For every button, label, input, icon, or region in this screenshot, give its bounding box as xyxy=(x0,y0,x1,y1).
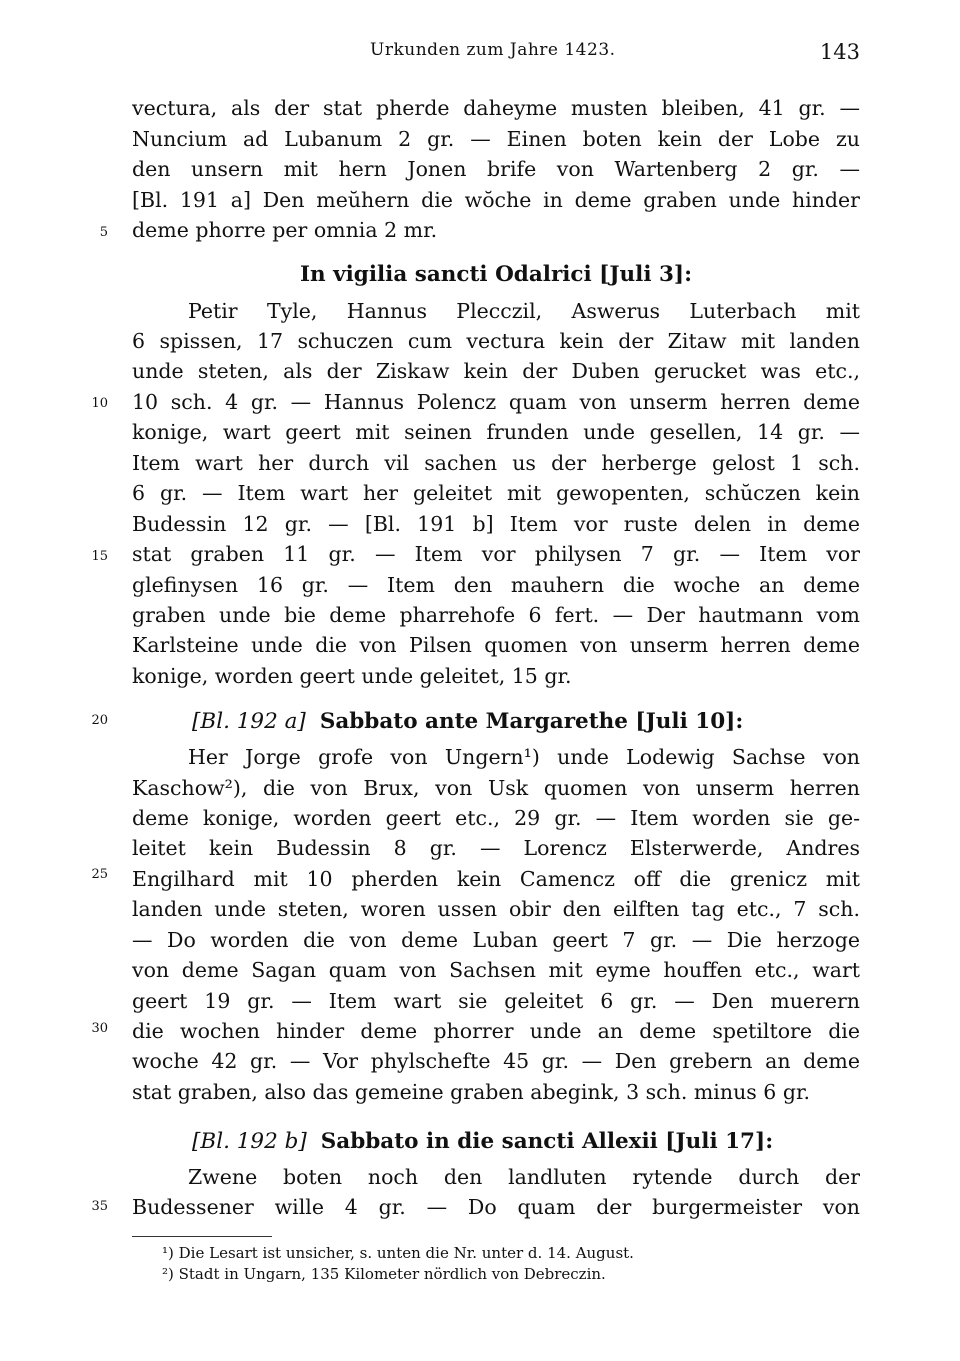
text-line: leitet kein Budessin 8 gr. — Lorencz Elsterwerde, Andres xyxy=(132,836,860,860)
line-number: 20 xyxy=(91,713,108,728)
text-line: 6 spissen, 17 schuczen cum vectura kein der Zitaw mit landen xyxy=(132,329,860,353)
section-title: Sabbato ante Margarethe [Juli 10]: xyxy=(319,709,744,734)
text-line: graben unde bie deme pharrehofe 6 fert. — Der hautmann vom xyxy=(132,603,860,627)
text-line: [Bl. 191 a] Den meŭhern die wŏche in deme graben unde hinder xyxy=(132,188,860,212)
text-line: geert 19 gr. — Item wart sie geleitet 6 gr. — Den muerern xyxy=(132,989,860,1013)
section-heading xyxy=(192,1128,892,1158)
line-number: 15 xyxy=(91,549,108,564)
text-line: glefinysen 16 gr. — Item den mauhern die woche an deme xyxy=(132,573,860,597)
line-number: 5 xyxy=(99,225,108,240)
text-line: konige, worden geert unde geleitet, 15 gr. xyxy=(132,664,572,688)
text-line: von deme Sagan quam von Sachsen mit eyme houffen etc., wart xyxy=(132,958,860,982)
text-line: die wochen hinder deme phorrer unde an deme spetiltore die xyxy=(132,1019,860,1043)
text-line: Kaschow²), die von Brux, von Usk quomen von unserm herren xyxy=(132,776,860,800)
text-line: woche 42 gr. — Vor phylschefte 45 gr. — Den grebern an deme xyxy=(132,1049,860,1073)
text-line: den unsern mit hern Jonen brife von Wartenberg 2 gr. — xyxy=(132,157,860,181)
footnote: ¹) Die Lesart ist unsicher, s. unten die Nr. unter d. 14. August. xyxy=(162,1244,634,1262)
text-line: Karlsteine unde die von Pilsen quomen von unserm herren deme xyxy=(132,633,860,657)
text-line: 10 sch. 4 gr. — Hannus Polencz quam von unserm herren deme xyxy=(132,390,860,414)
line-number: 30 xyxy=(91,1021,108,1036)
section-title: Sabbato in die sancti Allexii [Juli 17]: xyxy=(320,1129,774,1154)
folio-reference: [Bl. 192 a] xyxy=(192,709,306,734)
running-head: Urkunden zum Jahre 1423. xyxy=(370,40,616,60)
line-number: 35 xyxy=(91,1199,108,1214)
section-heading xyxy=(192,708,892,738)
text-line: Nuncium ad Lubanum 2 gr. — Einen boten kein der Lobe zu xyxy=(132,127,860,151)
text-line: Petir Tyle, Hannus Plecczil, Aswerus Luterbach mit xyxy=(188,299,860,323)
page-number: 143 xyxy=(819,40,860,64)
text-line: unde steten, als der Ziskaw kein der Duben gerucket was etc., xyxy=(132,359,860,383)
text-line: stat graben, also das gemeine graben abegink, 3 sch. minus 6 gr. xyxy=(132,1080,811,1104)
text-line: Zwene boten noch den landluten rytende durch der xyxy=(188,1165,860,1189)
folio-reference: [Bl. 192 b] xyxy=(192,1129,307,1154)
text-line: deme phorre per omnia 2 mr. xyxy=(132,218,438,242)
text-line: landen unde steten, woren ussen obir den eilften tag etc., 7 sch. xyxy=(132,897,860,921)
text-line: — Do worden die von deme Luban geert 7 gr. — Die herzoge xyxy=(132,928,860,952)
line-number: 10 xyxy=(91,396,108,411)
text-line: Item wart her durch vil sachen us der herberge gelost 1 sch. xyxy=(132,451,860,475)
text-line: stat graben 11 gr. — Item vor philysen 7 gr. — Item vor xyxy=(132,542,860,566)
text-line: Budessin 12 gr. — [Bl. 191 b] Item vor ruste delen in deme xyxy=(132,512,860,536)
text-line: Her Jorge grofe von Ungern¹) unde Lodewig Sachse von xyxy=(188,745,860,769)
text-line: deme konige, worden geert etc., 29 gr. — Item worden sie ge- xyxy=(132,806,860,830)
text-line: Engilhard mit 10 pherden kein Camencz off die grenicz mit xyxy=(132,867,860,891)
footnote-rule xyxy=(132,1236,272,1237)
text-line: Budessener wille 4 gr. — Do quam der burgermeister von xyxy=(132,1195,860,1219)
section-heading: In vigilia sancti Odalrici [Juli 3]: xyxy=(299,262,693,287)
line-number: 25 xyxy=(91,867,108,882)
text-line: 6 gr. — Item wart her geleitet mit gewopenten, schŭczen kein xyxy=(132,481,860,505)
text-line: vectura, als der stat pherde daheyme musten bleiben, 41 gr. — xyxy=(132,96,860,120)
text-line: konige, wart geert mit seinen frunden unde gesellen, 14 gr. — xyxy=(132,420,860,444)
footnote: ²) Stadt in Ungarn, 135 Kilometer nördlich von Debreczin. xyxy=(162,1265,606,1283)
